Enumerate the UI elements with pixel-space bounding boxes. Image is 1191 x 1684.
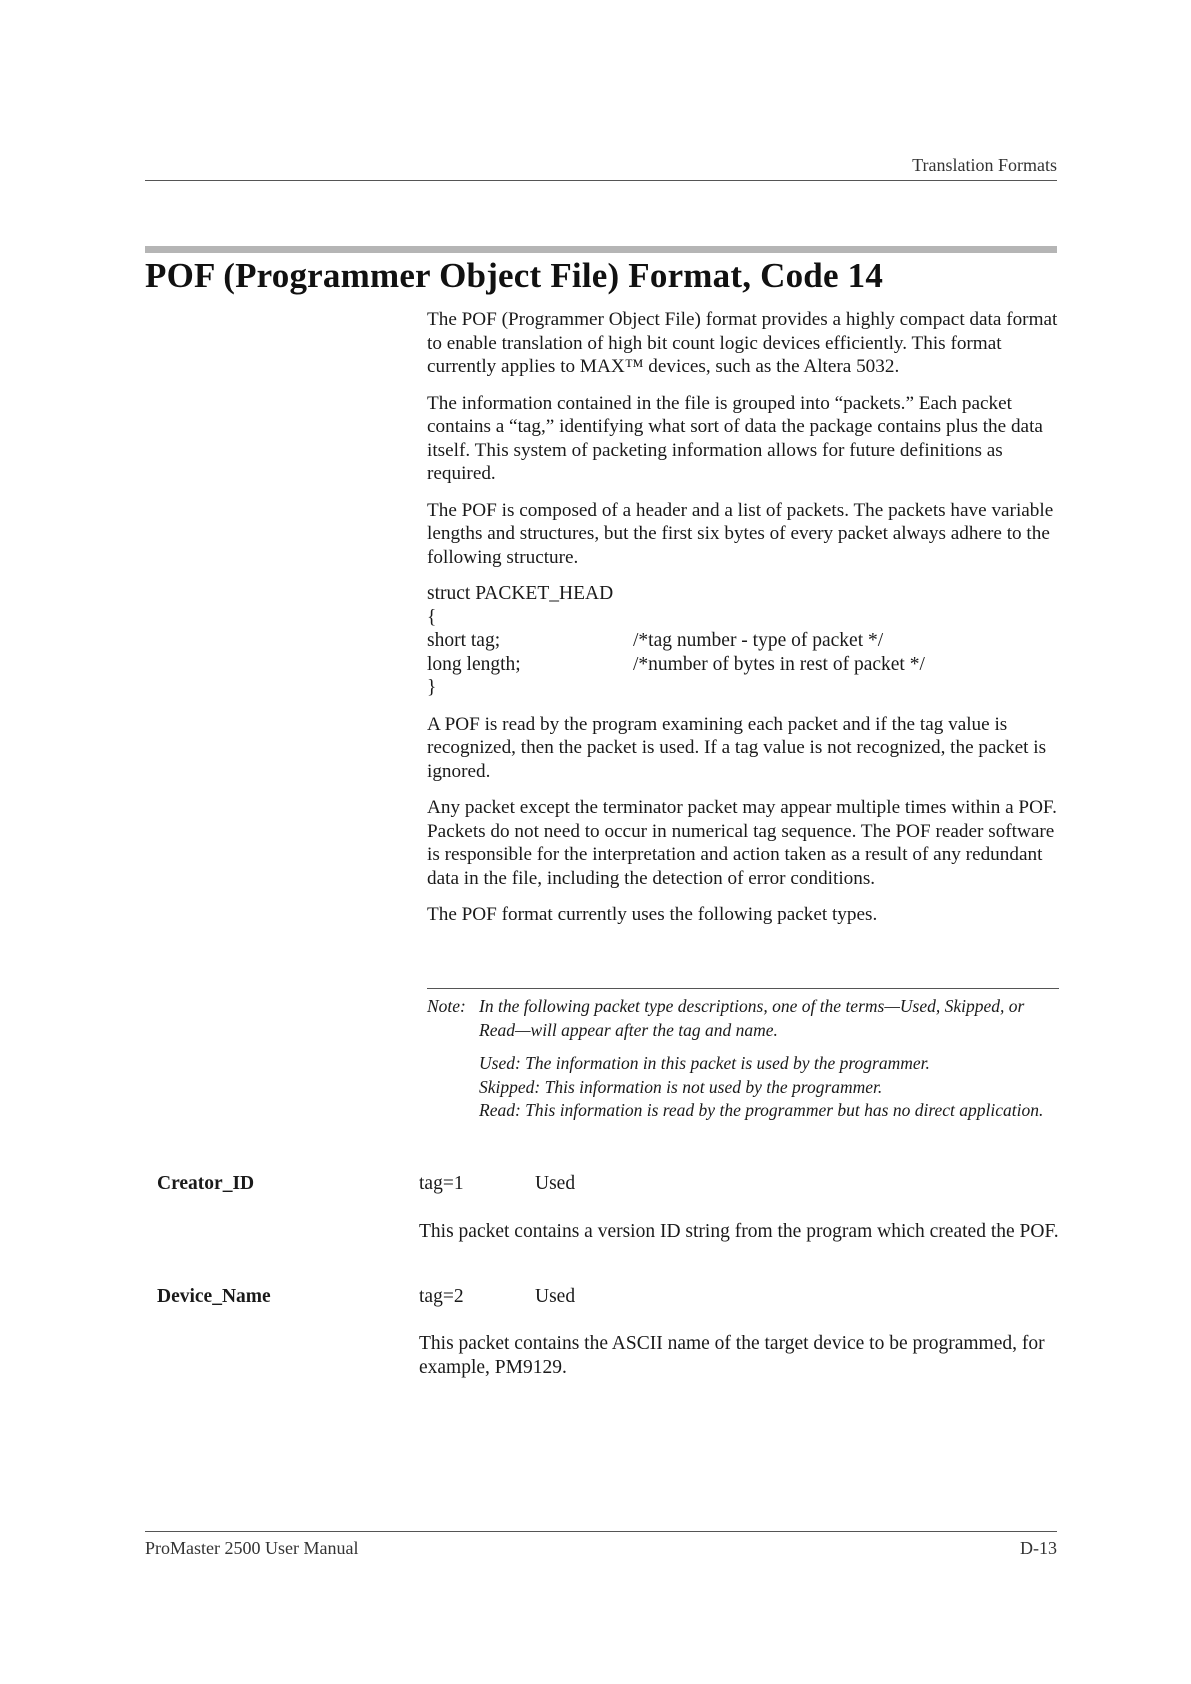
header-rule	[145, 180, 1057, 181]
note-box	[427, 988, 1059, 1123]
note-row	[427, 995, 1059, 1042]
paragraph-intro: The POF (Programmer Object File) format provides a highly compact data format to enable translation of high bit count logic devices efficiently. This format currently applies to MAX™ devices, such as the Altera 5032.	[427, 309, 1058, 377]
struct-field-tag: short tag;	[427, 630, 501, 651]
struct-declaration: struct PACKET_HEAD	[427, 583, 614, 604]
footer-page-number: D-13	[1020, 1538, 1057, 1558]
note-definitions	[479, 1052, 1059, 1123]
paragraph-structure: The POF is composed of a header and a list of packets. The packets have variable lengths and structures, but the first six bytes of every packet always adhere to the following structure.	[427, 499, 1054, 568]
entry-description: This packet contains the ASCII name of the target device to be programmed, for example, PM9129.	[419, 1333, 1045, 1378]
struct-comment-tag: /*tag number - type of packet */	[633, 630, 884, 651]
entry-status: Used	[535, 1286, 576, 1307]
note-skipped: Skipped: This information is not used by the programmer.	[479, 1076, 883, 1097]
struct-field-row	[427, 629, 1059, 653]
paragraph-types-intro: The POF format currently uses the following packet types.	[427, 904, 878, 925]
struct-close-brace: }	[427, 677, 437, 698]
entry-tag: tag=1	[419, 1173, 464, 1194]
body-text	[427, 308, 1059, 940]
entry-name: Creator_ID	[157, 1173, 255, 1194]
entry-name: Device_Name	[157, 1286, 271, 1307]
paragraph-reading: A POF is read by the program examining each packet and if the tag value is recognized, then the packet is used. If a tag value is not recognized, the packet is ignored.	[427, 713, 1047, 782]
header-section-title: Translation Formats	[912, 155, 1057, 175]
struct-field-row	[427, 653, 1059, 677]
footer-rule	[145, 1531, 1057, 1532]
note-label: Note:	[427, 996, 466, 1016]
note-read: Read: This information is read by the programmer but has no direct application.	[479, 1100, 1044, 1120]
page-title: POF (Programmer Object File) Format, Code 14	[145, 256, 884, 295]
struct-comment-length: /*number of bytes in rest of packet */	[633, 653, 925, 675]
note-text: In the following packet type descriptions, one of the terms—Used, Skipped, or Read—will appear after the tag and name.	[479, 996, 1025, 1040]
entry-status: Used	[535, 1173, 576, 1194]
note-used: Used: The information in this packet is used by the programmer.	[479, 1053, 930, 1073]
title-bar	[145, 246, 1057, 253]
struct-field-length: long length;	[427, 653, 521, 675]
struct-code-block	[427, 582, 1059, 700]
footer-manual-title: ProMaster 2500 User Manual	[145, 1538, 359, 1558]
paragraph-packets: The information contained in the file is grouped into “packets.” Each packet contains a “tag,” identifying what sort of data the package contains plus the data itself. This system of packeting information allows for future definitions as required.	[427, 392, 1043, 484]
entry-tag: tag=2	[419, 1286, 464, 1307]
struct-open-brace: {	[427, 606, 437, 628]
paragraph-redundancy: Any packet except the terminator packet may appear multiple times within a POF. Packets do not need to occur in numerical tag sequence. The POF reader software is responsible for the interpretation and action taken as a result of any redundant data in the file, including the detection of error conditions.	[427, 797, 1057, 889]
entry-description: This packet contains a version ID string from the program which created the POF.	[419, 1221, 1059, 1242]
